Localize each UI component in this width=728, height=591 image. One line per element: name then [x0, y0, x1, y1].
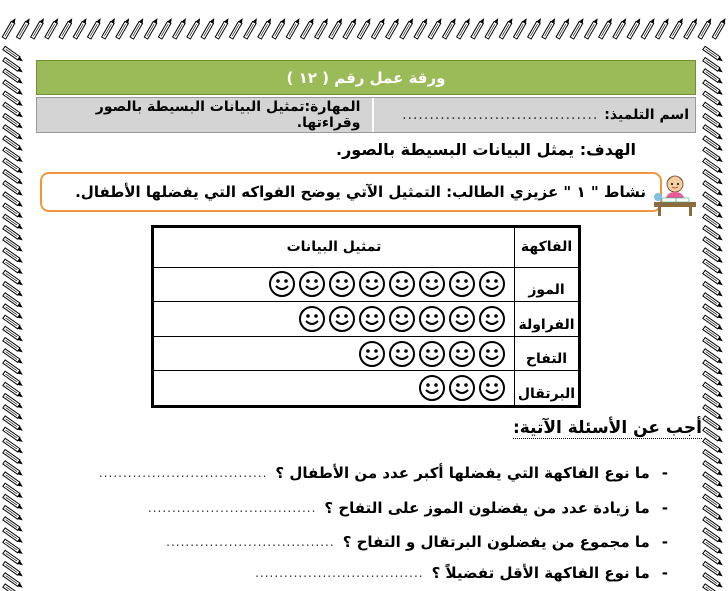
pencil-icon [499, 17, 514, 39]
question-item [99, 464, 668, 482]
pencil-icon [371, 17, 386, 39]
pencil-icon [513, 17, 528, 39]
smiley-face-icon [298, 305, 326, 333]
pencil-icon [73, 17, 88, 39]
smiley-face-icon [478, 270, 506, 298]
pencil-icon [229, 17, 244, 39]
header-data: تمثيل البيانات [153, 227, 515, 268]
activity-box [40, 172, 662, 212]
child-reading-icon [650, 172, 700, 218]
pencil-border-right [698, 0, 728, 591]
smiley-face-icon [448, 340, 476, 368]
pencil-icon [130, 17, 145, 39]
question-item [255, 564, 668, 582]
smiley-face-icon [418, 270, 446, 298]
smiley-face-icon [328, 270, 356, 298]
pencil-icon [31, 17, 46, 39]
table-row [153, 267, 580, 302]
question-marker: - [661, 499, 668, 517]
smiley-row [153, 267, 515, 302]
header-fruit: الفاكهة [515, 227, 580, 268]
pencil-icon [485, 17, 500, 39]
question-text: ما زيادة عدد من يفضلون الموز على التفاح ؟ [324, 499, 650, 517]
info-divider [372, 98, 374, 132]
smiley-row [153, 371, 515, 407]
pencil-border-top [0, 0, 728, 52]
smiley-face-icon [268, 270, 296, 298]
smiley-face-icon [448, 270, 476, 298]
table-row [153, 302, 580, 337]
pencil-icon [215, 17, 230, 39]
pencil-icon [428, 17, 443, 39]
worksheet-title [36, 60, 696, 95]
pencil-icon [584, 17, 599, 39]
answer-line[interactable]: ................................... [98, 466, 268, 480]
question-marker: - [661, 464, 668, 482]
question-text: ما نوع الفاكهة التي يفضلها أكبر عدد من الأطفال ؟ [275, 464, 650, 482]
info-bar [36, 97, 696, 133]
pencil-icon [315, 17, 330, 39]
pencil-icon [542, 17, 557, 39]
smiley-face-icon [418, 374, 446, 402]
pencil-icon [613, 17, 628, 39]
smiley-face-icon [388, 270, 416, 298]
pencil-icon [386, 17, 401, 39]
pencil-border-left [0, 0, 30, 591]
smiley-face-icon [358, 270, 386, 298]
pencil-icon [144, 17, 159, 39]
smiley-face-icon [478, 305, 506, 333]
pencil-icon [641, 17, 656, 39]
question-item [166, 533, 668, 551]
smiley-face-icon [418, 305, 446, 333]
answer-line[interactable]: ................................... [147, 501, 317, 515]
question-marker: - [661, 533, 668, 551]
pencil-icon [357, 17, 372, 39]
smiley-face-icon [358, 305, 386, 333]
smiley-face-icon [388, 305, 416, 333]
activity-text: نشاط " ١ " عزيزي الطالب: التمثيل الآتي يوضح الفواكه التي يفضلها الأطفال. [75, 183, 646, 201]
smiley-row [153, 336, 515, 371]
student-label: اسم التلميذ: [604, 107, 689, 123]
smiley-face-icon [298, 270, 326, 298]
question-text: ما نوع الفاكهة الأقل تفضيلاً ؟ [431, 564, 650, 582]
pencil-icon [244, 17, 259, 39]
pencil-icon [570, 17, 585, 39]
fruit-name: الموز [515, 267, 580, 302]
table-row [153, 336, 580, 371]
pencil-icon [556, 17, 571, 39]
pencil-icon [272, 17, 287, 39]
pencil-icon [400, 17, 415, 39]
worksheet-title-text: ورقة عمل رقم ( ١٢ ) [286, 68, 446, 87]
smiley-face-icon [448, 305, 476, 333]
questions-heading: أجب عن الأسئلة الآتية: [512, 418, 702, 438]
fruit-pictograph-table [151, 225, 581, 408]
pencil-icon [102, 17, 117, 39]
pencil-icon [343, 17, 358, 39]
smiley-face-icon [448, 374, 476, 402]
pencil-icon [116, 17, 131, 39]
pencil-icon [414, 17, 429, 39]
goal-text: الهدف: يمثل البيانات البسيطة بالصور. [336, 140, 636, 159]
student-name-field[interactable] [378, 107, 695, 123]
pencil-icon [45, 17, 60, 39]
fruit-name: الفراولة [515, 302, 580, 337]
pencil-icon [158, 17, 173, 39]
fruit-name: التفاح [515, 336, 580, 371]
answer-line[interactable]: ................................... [255, 566, 424, 580]
pencil-icon [627, 17, 642, 39]
pencil-icon [59, 17, 74, 39]
pencil-icon [528, 17, 543, 39]
pencil-icon [201, 17, 216, 39]
skill-text: المهارة:تمثيل البيانات البسيطة بالصور وقراءتها. [95, 99, 361, 131]
smiley-face-icon [478, 374, 506, 402]
question-text: ما مجموع من يفضلون البرتقال و التفاح ؟ [342, 533, 650, 551]
pencil-icon [442, 17, 457, 39]
pencil-icon [457, 17, 472, 39]
smiley-face-icon [328, 305, 356, 333]
student-name-dots: .................................... [402, 107, 599, 123]
pencil-icon [187, 17, 202, 39]
pencil-icon [258, 17, 273, 39]
answer-line[interactable]: ................................... [166, 535, 335, 549]
table-row [153, 371, 580, 407]
pencil-icon [655, 17, 670, 39]
pencil-icon [87, 17, 102, 39]
smiley-face-icon [418, 340, 446, 368]
question-item [148, 499, 668, 517]
pencil-icon [173, 17, 188, 39]
smiley-face-icon [388, 340, 416, 368]
smiley-face-icon [478, 340, 506, 368]
pencil-icon [670, 17, 685, 39]
pencil-icon [684, 17, 699, 39]
table-header-row [153, 227, 580, 268]
smiley-row [153, 302, 515, 337]
pencil-icon [329, 17, 344, 39]
fruit-name: البرتقال [515, 371, 580, 407]
pencil-icon [471, 17, 486, 39]
pencil-icon [300, 17, 315, 39]
pencil-icon [599, 17, 614, 39]
smiley-face-icon [358, 340, 386, 368]
pencil-icon [286, 17, 301, 39]
question-marker: - [661, 564, 668, 582]
